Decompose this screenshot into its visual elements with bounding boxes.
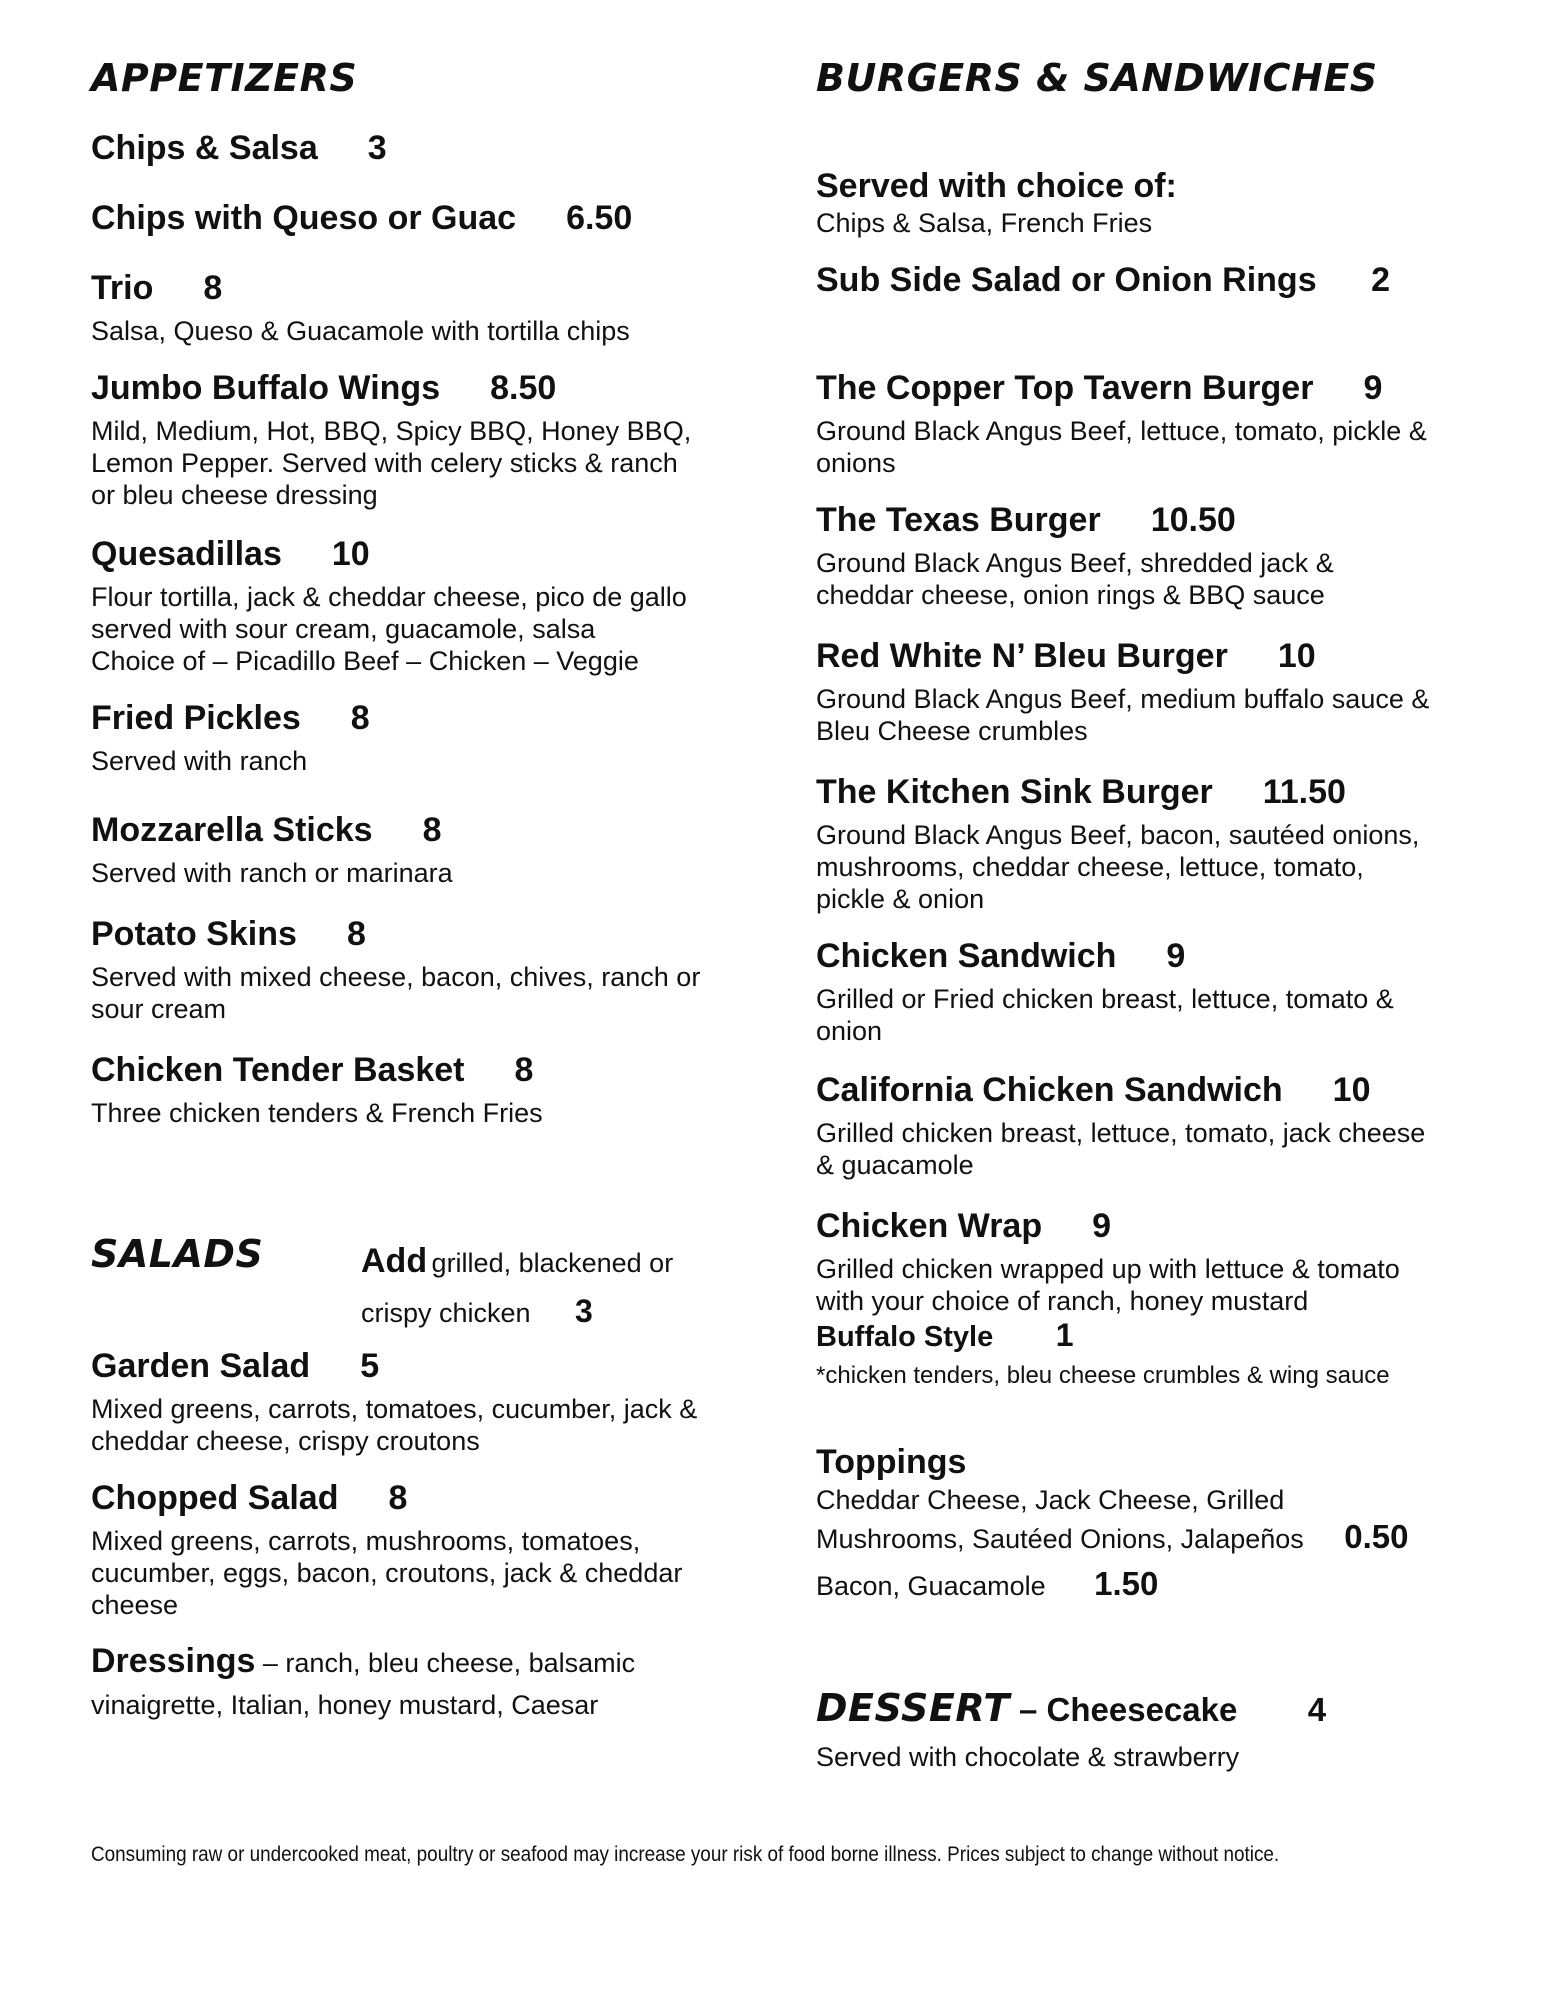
burger-item-price: 9: [1092, 1207, 1112, 1245]
salad-item-desc: Mixed greens, carrots, mushrooms, tomatoes,: [91, 1526, 641, 1556]
appetizer-item-price: 8: [346, 915, 366, 953]
appetizer-item-name: Quesadillas: [91, 535, 282, 573]
burger-item-price: 10: [1277, 637, 1316, 675]
burger-item-price: 10: [1332, 1071, 1371, 1109]
appetizer-item-desc: Salsa, Queso & Guacamole with tortilla chips: [91, 316, 630, 346]
dressings-text-2: vinaigrette, Italian, honey mustard, Caesar: [91, 1690, 599, 1720]
burger-item-desc: onions: [816, 448, 896, 478]
appetizer-item-name: Chicken Tender Basket: [91, 1051, 465, 1089]
burger-item-price: 9: [1166, 937, 1186, 975]
appetizer-item: [91, 1050, 543, 1129]
dessert: [816, 1686, 1476, 1773]
burger-item-desc: Grilled chicken wrapped up with lettuce & tomato: [816, 1254, 1400, 1284]
burger-item-desc: Ground Black Angus Beef, lettuce, tomato, pickle &: [816, 416, 1427, 446]
toppings-line3: Bacon, Guacamole: [816, 1570, 1046, 1601]
dressings-label: Dressings: [91, 1642, 256, 1680]
burger-item-name: California Chicken Sandwich: [816, 1071, 1283, 1109]
appetizer-item: [91, 914, 700, 1025]
burger-item-name: The Copper Top Tavern Burger: [816, 369, 1314, 407]
appetizer-item-desc: or bleu cheese dressing: [91, 480, 378, 510]
appetizer-item: [91, 534, 687, 677]
served-with: [816, 166, 1177, 239]
appetizer-item-price: 3: [367, 129, 387, 167]
dessert-name: – Cheesecake: [1009, 1691, 1238, 1728]
appetizer-item-name: Mozzarella Sticks: [91, 811, 373, 849]
appetizer-item: [91, 368, 691, 511]
appetizer-item-name: Jumbo Buffalo Wings: [91, 369, 441, 407]
appetizer-item-desc: Mild, Medium, Hot, BBQ, Spicy BBQ, Honey BBQ,: [91, 416, 692, 446]
appetizer-item-desc: Choice of – Picadillo Beef – Chicken – Veggie: [91, 646, 639, 676]
appetizer-item-price: 8: [350, 699, 370, 737]
burger-item-name: Red White N’ Bleu Burger: [816, 637, 1228, 675]
sub-side-price: 2: [1371, 261, 1390, 299]
burger-item-desc: Ground Black Angus Beef, shredded jack &: [816, 548, 1334, 578]
burger-item-desc: with your choice of ranch, honey mustard: [816, 1286, 1309, 1316]
burger-item-desc: Ground Black Angus Beef, bacon, sautéed onions,: [816, 820, 1420, 850]
burger-item-name: The Texas Burger: [816, 501, 1101, 539]
add-price: 3: [575, 1293, 593, 1329]
salad-item-name: Chopped Salad: [91, 1479, 339, 1517]
dessert-price: 4: [1307, 1691, 1327, 1728]
burger-item: [816, 500, 1334, 611]
served-heading: Served with choice of:: [816, 167, 1177, 205]
toppings-title: Toppings: [816, 1443, 967, 1481]
toppings-price1: 0.50: [1344, 1517, 1409, 1555]
burger-item-price: 11.50: [1262, 773, 1346, 811]
salad-item: [91, 1478, 682, 1621]
burger-item-desc: Ground Black Angus Beef, medium buffalo sauce &: [816, 684, 1430, 714]
burger-item: [816, 1070, 1425, 1181]
buffalo-style: [816, 1316, 1390, 1391]
burger-item-price: 9: [1363, 369, 1383, 407]
add-text-2: crispy chicken: [361, 1298, 531, 1328]
served-text: Chips & Salsa, French Fries: [816, 207, 1153, 238]
dressings: [91, 1640, 751, 1721]
appetizer-item-price: 8.50: [490, 369, 557, 407]
appetizer-item-desc: Served with mixed cheese, bacon, chives, ranch or: [91, 962, 701, 992]
buffalo-price: 1: [1055, 1317, 1074, 1353]
buffalo-desc: *chicken tenders, bleu cheese crumbles & wing sauce: [816, 1362, 1390, 1389]
burger-item-desc: Grilled chicken breast, lettuce, tomato, jack cheese: [816, 1118, 1426, 1148]
burger-item-desc: pickle & onion: [816, 884, 985, 914]
burger-item-desc: Grilled or Fried chicken breast, lettuce, tomato &: [816, 984, 1394, 1014]
burger-item: [816, 772, 1419, 915]
appetizer-item: [91, 128, 387, 175]
burger-item: [816, 636, 1429, 747]
appetizer-item-price: 8: [514, 1051, 534, 1089]
toppings: [816, 1442, 1476, 1611]
burger-item-desc: cheddar cheese, onion rings & BBQ sauce: [816, 580, 1325, 610]
appetizer-item-desc: Three chicken tenders & French Fries: [91, 1098, 543, 1128]
appetizer-item-price: 6.50: [566, 199, 633, 237]
burger-item-desc: onion: [816, 1016, 883, 1046]
toppings-line1: Cheddar Cheese, Jack Cheese, Grilled: [816, 1484, 1285, 1515]
dessert-desc: Served with chocolate & strawberry: [816, 1742, 1240, 1772]
add-text-1: grilled, blackened or: [431, 1248, 674, 1278]
burger-item-name: Chicken Sandwich: [816, 937, 1117, 975]
appetizer-item-desc: sour cream: [91, 994, 227, 1024]
appetizer-item-price: 10: [331, 535, 370, 573]
appetizer-item-name: Chips with Queso or Guac: [91, 199, 517, 237]
add-word: Add: [361, 1242, 428, 1280]
appetizers-title: APPETIZERS: [91, 56, 358, 100]
appetizer-item: [91, 268, 630, 347]
burger-item-price: 10.50: [1150, 501, 1236, 539]
salads-title: SALADS: [91, 1232, 264, 1276]
toppings-price2: 1.50: [1094, 1564, 1159, 1602]
salad-item: [91, 1346, 697, 1457]
buffalo-name: Buffalo Style: [816, 1321, 994, 1353]
sub-side-name: Sub Side Salad or Onion Rings: [816, 261, 1317, 299]
salads-add-note: [361, 1238, 741, 1338]
salad-item-price: 8: [388, 1479, 408, 1517]
burger-item-name: Chicken Wrap: [816, 1207, 1043, 1245]
burger-item-desc: & guacamole: [816, 1150, 974, 1180]
salad-item-desc: cucumber, eggs, bacon, croutons, jack & cheddar: [91, 1558, 683, 1588]
burger-item-name: The Kitchen Sink Burger: [816, 773, 1213, 811]
salad-item-desc: Mixed greens, carrots, tomatoes, cucumber, jack &: [91, 1394, 698, 1424]
appetizer-item-name: Chips & Salsa: [91, 129, 318, 167]
appetizer-item-price: 8: [422, 811, 442, 849]
dressings-text-1: – ranch, bleu cheese, balsamic: [255, 1648, 636, 1678]
burger-item: [816, 936, 1394, 1047]
appetizer-item: [91, 198, 632, 245]
appetizer-item-price: 8: [203, 269, 223, 307]
burger-item-desc: Bleu Cheese crumbles: [816, 716, 1088, 746]
appetizer-item-desc: served with sour cream, guacamole, salsa: [91, 614, 596, 644]
appetizer-item-desc: Served with ranch: [91, 746, 308, 776]
disclaimer: Consuming raw or undercooked meat, poultry or seafood may increase your risk of food borne illness. Prices subject to change without notice.: [91, 1843, 1280, 1866]
dessert-title: DESSERT: [816, 1686, 1010, 1730]
burger-item: [816, 1206, 1400, 1317]
appetizer-item-name: Trio: [91, 269, 154, 307]
appetizer-item-desc: Lemon Pepper. Served with celery sticks & ranch: [91, 448, 678, 478]
appetizer-item-desc: Flour tortilla, jack & cheddar cheese, pico de gallo: [91, 582, 687, 612]
appetizer-item-name: Fried Pickles: [91, 699, 301, 737]
salad-item-desc: cheese: [91, 1590, 179, 1620]
salad-item-desc: cheddar cheese, crispy croutons: [91, 1426, 480, 1456]
appetizer-item: [91, 810, 453, 889]
sub-side: [816, 260, 1390, 301]
toppings-line2: Mushrooms, Sautéed Onions, Jalapeños: [816, 1523, 1304, 1554]
appetizer-item-desc: Served with ranch or marinara: [91, 858, 453, 888]
burgers-title: BURGERS & SANDWICHES: [816, 56, 1378, 100]
burger-item-desc: mushrooms, cheddar cheese, lettuce, tomato,: [816, 852, 1364, 882]
salad-item-name: Garden Salad: [91, 1347, 311, 1385]
burger-item: [816, 368, 1427, 479]
appetizer-item-name: Potato Skins: [91, 915, 297, 953]
salad-item-price: 5: [360, 1347, 380, 1385]
appetizer-item: [91, 698, 370, 777]
